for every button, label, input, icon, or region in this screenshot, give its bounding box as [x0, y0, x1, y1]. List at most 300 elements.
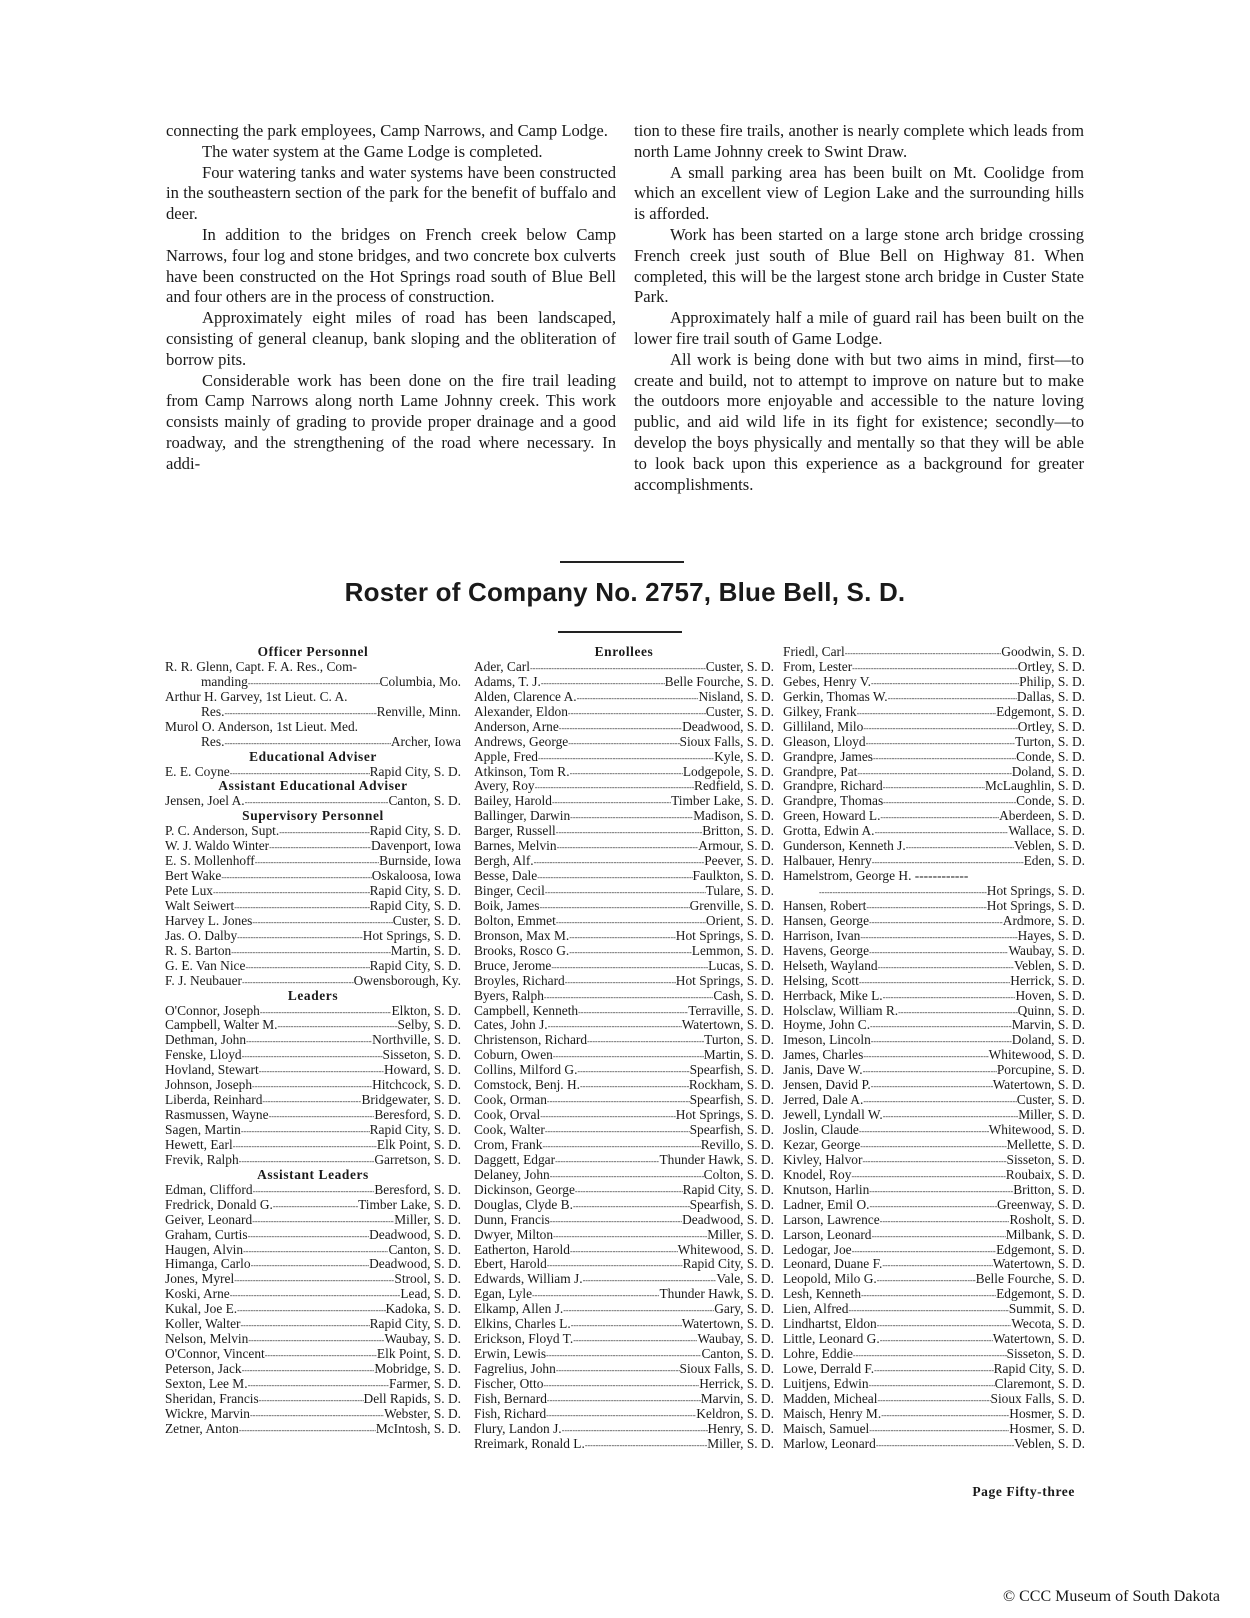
- roster-entry: [165, 884, 461, 899]
- roster-entry-name: Peterson, Jack: [165, 1361, 242, 1376]
- roster-entry-name: Haugen, Alvin: [165, 1241, 244, 1257]
- roster-entry: [165, 705, 461, 720]
- roster-entry: [783, 974, 1085, 989]
- roster-entry-hometown: Turton, S. D.: [1015, 733, 1085, 749]
- roster-entry: [474, 690, 774, 705]
- roster-entry: [783, 1272, 1085, 1287]
- roster-entry-name: Harvey L. Jones: [165, 912, 253, 928]
- roster-entry-name: James, Charles: [783, 1047, 864, 1063]
- roster-entry-name: Binger, Cecil: [474, 883, 545, 898]
- roster-entry-name: G. E. Van Nice: [165, 957, 246, 973]
- roster-entry: [165, 1048, 461, 1063]
- roster-entry: [165, 1078, 461, 1093]
- roster-entry-hometown: Veblen, S. D.: [1013, 838, 1085, 854]
- roster-entry-hometown: Davenport, Iowa: [371, 838, 461, 854]
- roster-entry: [474, 1213, 774, 1228]
- dot-leader: [585, 1437, 707, 1454]
- roster-entry: [165, 765, 461, 780]
- roster-entry-hometown: Hayes, S. D.: [1017, 927, 1085, 943]
- roster-entry: [783, 660, 1085, 675]
- roster-entry-hometown: Lead, S. D.: [400, 1286, 461, 1302]
- roster-entry-hometown: Ardmore, S. D.: [1002, 912, 1085, 928]
- roster-entry-name: Maisch, Samuel: [783, 1420, 870, 1436]
- roster-entry-hometown: Britton, S. D.: [702, 823, 774, 839]
- page-number: Page Fifty-three: [972, 1484, 1075, 1499]
- roster-entry-name: Walt Seiwert: [165, 897, 235, 913]
- roster-entry-name: Koller, Walter: [165, 1316, 241, 1332]
- roster-entry: [165, 1272, 461, 1287]
- roster-entry-name: Bronson, Max M.: [474, 927, 570, 943]
- roster-entry: [474, 1392, 774, 1407]
- roster-entry: [165, 794, 461, 809]
- roster-entry: [474, 705, 774, 720]
- roster-entry-name: Ladner, Emil O.: [783, 1196, 870, 1212]
- roster-entry-name: Lindhartst, Eldon: [783, 1316, 877, 1332]
- roster-entry-line: Murol O. Anderson, 1st Lieut. Med.: [165, 718, 359, 734]
- roster-entry: [783, 1332, 1085, 1347]
- roster-entry-name: Dwyer, Milton: [474, 1226, 554, 1242]
- roster-entry-name: Dethman, John: [165, 1032, 247, 1048]
- roster-entry-name: Sexton, Lee M.: [165, 1375, 248, 1391]
- roster-entry-name: Lowe, Derrald F.: [783, 1361, 875, 1376]
- roster-entry: [474, 944, 774, 959]
- roster-entry-hometown: Hot Springs, S. D.: [986, 897, 1085, 913]
- roster-entry: [783, 1123, 1085, 1138]
- roster-entry: [783, 1033, 1085, 1048]
- roster-entry-hometown: Hosmer, S. D.: [1009, 1420, 1085, 1436]
- roster-entry-name: Geiver, Leonard: [165, 1211, 253, 1227]
- roster-entry-name: Gilkey, Frank: [783, 703, 857, 719]
- roster-entry: [783, 750, 1085, 765]
- roster-entry-name: Grandpre, Pat: [783, 763, 858, 779]
- roster-entry-name: Cates, John J.: [474, 1017, 548, 1033]
- roster-entry-hometown: Dallas, S. D.: [1016, 688, 1085, 704]
- roster-entry-hometown: Howard, S. D.: [384, 1062, 461, 1078]
- roster-entry: [165, 914, 461, 929]
- roster-entry-hometown: Milbank, S. D.: [1005, 1226, 1085, 1242]
- roster-entry-hometown: Lucas, S. D.: [708, 957, 774, 973]
- roster-entry-name: Besse, Dale: [474, 868, 538, 884]
- roster-entry-name: Fagrelius, John: [474, 1361, 556, 1376]
- roster-entry-hometown: Deadwood, S. D.: [682, 1211, 774, 1227]
- roster-entry-hometown: Hitchcock, S. D.: [372, 1077, 461, 1093]
- roster-entry-name: Bruce, Jerome: [474, 957, 552, 973]
- roster-entry-hometown: Waubay, S. D.: [1008, 942, 1085, 958]
- roster-entry: [165, 1004, 461, 1019]
- roster-entry-name: Dunn, Francis: [474, 1211, 550, 1227]
- roster-entry-hometown: Watertown, S. D.: [681, 1017, 774, 1033]
- roster-entry-hometown: Whitewood, S. D.: [988, 1122, 1085, 1137]
- roster-entry-name: Alden, Clarence A.: [474, 688, 577, 704]
- roster-entry-name: Bailey, Harold: [474, 793, 552, 809]
- roster-entry-hometown: Gary, S. D.: [714, 1301, 774, 1317]
- roster-entry-name: Halbauer, Henry: [783, 853, 872, 869]
- roster-entry-hometown: McIntosh, S. D.: [375, 1420, 461, 1436]
- roster-entry-name: Avery, Roy: [474, 778, 535, 794]
- roster-entry-name: Gunderson, Kenneth J.: [783, 838, 906, 854]
- roster-entry-name: Himanga, Carlo: [165, 1256, 251, 1272]
- roster-entry: [474, 1123, 774, 1138]
- article-paragraph: Considerable work has been done on the fire trail leading from Camp Narrows along north Lame Johnny creek. This work consists mainly of grading to provide proper drainage and a good roadway, and the strengthening of the road where necessary. In addi-: [166, 370, 616, 473]
- roster-entry-name: Hovland, Stewart: [165, 1062, 259, 1078]
- roster-entry-name: Eatherton, Harold: [474, 1241, 570, 1257]
- roster-entry-name: Marlow, Leonard: [783, 1435, 876, 1451]
- roster-entry: [783, 899, 1085, 914]
- roster-entry-name: Gilliland, Milo: [783, 718, 864, 734]
- roster-entry: [783, 720, 1085, 735]
- roster-entry: [165, 899, 461, 914]
- roster-entry-hometown: Canton, S. D.: [388, 793, 461, 809]
- roster-entry-name: Leonard, Duane F.: [783, 1256, 883, 1272]
- roster-section-heading: Enrollees: [594, 644, 654, 659]
- roster-entry: [783, 1392, 1085, 1407]
- roster-section-heading: Assistant Leaders: [257, 1166, 369, 1182]
- roster-entry-name: Boik, James: [474, 897, 540, 913]
- roster-entry-name: Lohre, Eddie: [783, 1346, 853, 1362]
- roster-entry: [474, 1153, 774, 1168]
- roster-entry-name: From, Lester: [783, 658, 853, 674]
- roster-entry: [165, 944, 461, 959]
- roster-entry-hometown: Veblen, S. D.: [1013, 957, 1085, 973]
- roster-entry-hometown: Wecota, S. D.: [1011, 1316, 1085, 1332]
- roster-entry-hometown: Edgemont, S. D.: [996, 1286, 1085, 1302]
- roster-entry: [474, 1033, 774, 1048]
- roster-entry: [165, 1257, 461, 1272]
- roster-entry-hometown: Spearfish, S. D.: [689, 1122, 774, 1137]
- roster-entry: [474, 675, 774, 690]
- roster-entry: [783, 1078, 1085, 1093]
- roster-entry-hometown: Bridgewater, S. D.: [361, 1092, 461, 1108]
- roster-entry-name: Joslin, Claude: [783, 1122, 859, 1137]
- roster-entry: [783, 944, 1085, 959]
- article-paragraph: A small parking area has been built on Mt. Coolidge from which an excellent view of Legion Lake and the surrounding hills is afforded.: [634, 162, 1084, 224]
- roster-entry-name: Broyles, Richard: [474, 972, 565, 988]
- roster-entry-hometown: Keldron, S. D.: [696, 1405, 774, 1421]
- roster-entry: [165, 959, 461, 974]
- roster-entry-hometown: Martin, S. D.: [390, 942, 461, 958]
- roster-entry: [474, 1362, 774, 1377]
- roster-entry-name: Erwin, Lewis: [474, 1346, 547, 1362]
- roster-entry-name: Larson, Leonard: [783, 1226, 872, 1242]
- roster-entry-name: Ebert, Harold: [474, 1256, 547, 1272]
- roster-entry: [165, 929, 461, 944]
- roster-entry-hometown: Sisseton, S. D.: [1006, 1346, 1085, 1362]
- roster-entry-name: Kukal, Joe E.: [165, 1301, 238, 1317]
- article-paragraph: connecting the park employees, Camp Narrows, and Camp Lodge.: [166, 121, 608, 140]
- roster-section-heading: Supervisory Personnel: [242, 808, 384, 824]
- roster-entry-name: Campbell, Walter M.: [165, 1017, 278, 1033]
- roster-entry-hometown: Custer, S. D.: [1016, 1092, 1085, 1108]
- article-paragraph: Work has been started on a large stone arch bridge crossing French creek just south of Blue Bell on Highway 81. When completed, this will be the largest stone arch bridge in Custer State Park.: [634, 224, 1084, 307]
- roster-entry-hometown: Custer, S. D.: [705, 703, 774, 719]
- roster-entry-name: Coburn, Owen: [474, 1047, 553, 1063]
- roster-entry-hometown: Owensborough, Ky.: [353, 972, 461, 988]
- roster-entry-hometown: Nisland, S. D.: [698, 688, 774, 704]
- roster-entry-hometown: Greenway, S. D.: [996, 1196, 1085, 1212]
- roster-entry: [474, 1093, 774, 1108]
- roster-entry-name: O'Connor, Joseph: [165, 1002, 260, 1018]
- roster-entry-hometown: Roubaix, S. D.: [1005, 1166, 1085, 1182]
- roster-entry-name: Daggett, Edgar: [474, 1151, 556, 1167]
- article-column-left: [166, 121, 616, 475]
- roster-entry: [474, 1168, 774, 1183]
- roster-entry-hometown: Rapid City, S. D.: [682, 1181, 774, 1197]
- roster-entry-name: Havens, George: [783, 942, 870, 958]
- roster-entry-name: Bolton, Emmet: [474, 912, 556, 928]
- roster-column-2: [474, 645, 774, 1452]
- roster-entry: [783, 1407, 1085, 1422]
- roster-entry-name: Rreimark, Ronald L.: [474, 1435, 585, 1451]
- roster-entry-name: Fredrick, Donald G.: [165, 1196, 273, 1212]
- roster-entry-hometown: Philip, S. D.: [1019, 673, 1085, 689]
- roster-entry-line: Arthur H. Garvey, 1st Lieut. C. A.: [165, 688, 348, 704]
- roster-entry-hometown: Sisseton, S. D.: [382, 1047, 461, 1063]
- roster-entry-name: Collins, Milford G.: [474, 1062, 578, 1078]
- roster-entry-name: Knutson, Harlin: [783, 1181, 870, 1197]
- roster-entry-hometown: Cash, S. D.: [713, 987, 774, 1003]
- roster-entry-hometown: Spearfish, S. D.: [689, 1196, 774, 1212]
- roster-entry-hometown: Edgemont, S. D.: [996, 703, 1085, 719]
- roster-entry: [783, 645, 1085, 660]
- roster-entry: [474, 1422, 774, 1437]
- roster-entry: [474, 794, 774, 809]
- roster-entry-name: Flury, Landon J.: [474, 1420, 562, 1436]
- roster-entry-name: Brooks, Rosco G.: [474, 942, 570, 958]
- roster-entry: [783, 1302, 1085, 1317]
- roster-entry-hometown: Goodwin, S. D.: [1001, 644, 1085, 659]
- article-paragraph: Four watering tanks and water systems have been constructed in the southeastern section of the park for the benefit of buffalo and deer.: [166, 162, 616, 224]
- roster-entry: [165, 839, 461, 854]
- roster-entry-hometown: Turton, S. D.: [704, 1032, 774, 1048]
- roster-entry-name: Sheridan, Francis: [165, 1390, 259, 1406]
- roster-entry-hometown: Veblen, S. D.: [1013, 1435, 1085, 1451]
- roster-entry: [783, 1362, 1085, 1377]
- roster-entry-name: Zetner, Anton: [165, 1420, 239, 1436]
- roster-entry: [783, 705, 1085, 720]
- roster-entry-line: Hamelstrom, George H. ------------: [783, 868, 969, 884]
- roster-entry-hometown: Grenville, S. D.: [689, 897, 774, 913]
- roster-entry-hometown: Orient, S. D.: [705, 912, 774, 928]
- roster-entry-name: Cook, Walter: [474, 1122, 545, 1137]
- roster-entry: [474, 1063, 774, 1078]
- roster-entry-name: Atkinson, Tom R.: [474, 763, 570, 779]
- roster-entry-hometown: Watertown, S. D.: [681, 1316, 774, 1332]
- roster-entry-name: Edman, Clifford: [165, 1181, 253, 1197]
- roster-entry-hometown: Garretson, S. D.: [374, 1151, 461, 1167]
- roster-entry-name: Gebes, Henry V.: [783, 673, 872, 689]
- roster-entry-hometown: Rapid City, S. D.: [369, 897, 461, 913]
- roster-entry: [474, 660, 774, 675]
- roster-entry-name: Campbell, Kenneth: [474, 1002, 579, 1018]
- roster-entry: [165, 1183, 461, 1198]
- roster-entry-hometown: Hot Springs, S. D.: [675, 972, 774, 988]
- roster-entry-hometown: Colton, S. D.: [703, 1166, 774, 1182]
- roster-entry: [474, 914, 774, 929]
- roster-entry-hometown: Deadwood, S. D.: [369, 1226, 461, 1242]
- roster-entry-hometown: Spearfish, S. D.: [689, 1092, 774, 1108]
- roster-entry-hometown: Faulkton, S. D.: [692, 868, 774, 884]
- roster-entry: [783, 1347, 1085, 1362]
- roster-entry: [165, 1422, 461, 1437]
- roster-entry-name: Ballinger, Darwin: [474, 808, 571, 824]
- roster-entry-hometown: Rapid City, S. D.: [369, 1122, 461, 1137]
- roster-entry: [783, 735, 1085, 750]
- roster-entry-name: O'Connor, Vincent: [165, 1346, 265, 1362]
- roster-entry: [783, 765, 1085, 780]
- roster-entry-name: Hansen, Robert: [783, 897, 867, 913]
- roster-entry-name: Elkamp, Allen J.: [474, 1301, 564, 1317]
- roster-entry-hometown: Mellette, S. D.: [1006, 1136, 1085, 1152]
- roster-entry: [474, 884, 774, 899]
- roster-entry-name: Graham, Curtis: [165, 1226, 248, 1242]
- roster-entry-hometown: Claremont, S. D.: [994, 1375, 1085, 1391]
- roster-entry-hometown: Rapid City, S. D.: [369, 957, 461, 973]
- roster-entry: [783, 1183, 1085, 1198]
- roster-entry-hometown: Eden, S. D.: [1023, 853, 1085, 869]
- roster-entry: [783, 779, 1085, 794]
- roster-entry: [783, 1108, 1085, 1123]
- roster-entry-name: Holsclaw, William R.: [783, 1002, 899, 1018]
- roster-entry-hometown: Martin, S. D.: [703, 1047, 774, 1063]
- roster-entry: [474, 1228, 774, 1243]
- roster-entry: [783, 1063, 1085, 1078]
- roster-entry: [783, 1243, 1085, 1258]
- roster-entry-name: Adams, T. J.: [474, 673, 541, 689]
- roster-entry-name: Harrison, Ivan: [783, 927, 861, 943]
- roster-entry-hometown: Rapid City, S. D.: [369, 883, 461, 898]
- roster-entry: [783, 1213, 1085, 1228]
- roster-entry-name: P. C. Anderson, Supt.: [165, 823, 280, 839]
- roster-entry-name: Res.: [201, 733, 225, 749]
- roster-entry-hometown: Peever, S. D.: [704, 853, 774, 869]
- roster-entry-name: Johnson, Joseph: [165, 1077, 253, 1093]
- roster-entry-hometown: Rapid City, S. D.: [369, 1316, 461, 1332]
- roster-entry-hometown: Lodgepole, S. D.: [682, 763, 774, 779]
- roster-entry-name: Apple, Fred: [474, 748, 538, 764]
- roster-entry-hometown: Miller, S. D.: [1018, 1107, 1085, 1123]
- roster-entry-hometown: Timber Lake, S. D.: [358, 1196, 461, 1212]
- roster-entry-name: Liberda, Reinhard: [165, 1092, 263, 1108]
- roster-entry-name: Sagen, Martin: [165, 1122, 241, 1137]
- roster-entry-name: Erickson, Floyd T.: [474, 1331, 574, 1347]
- roster-entry-hometown: Terraville, S. D.: [688, 1002, 774, 1018]
- title-rule-top: [560, 561, 684, 563]
- roster-entry: [474, 824, 774, 839]
- roster-entry-hometown: Revillo, S. D.: [700, 1136, 774, 1152]
- roster-entry-hometown: Quinn, S. D.: [1017, 1002, 1085, 1018]
- roster-entry-name: Frevik, Ralph: [165, 1151, 239, 1167]
- roster-entry-hometown: Elk Point, S. D.: [376, 1136, 461, 1152]
- article-paragraph: All work is being done with but two aims in mind, first—to create and build, not to attempt to improve on nature but to make the outdoors more enjoyable and accessible to the nature loving public, and aid wild life in its fight for existence; secondly—to develop the boys physically and mentally so that they will be able to look back upon this experience as a background for greater accomplishments.: [634, 349, 1084, 494]
- article-paragraph: In addition to the bridges on French creek below Camp Narrows, four log and stone bridges, and two concrete box culverts have been constructed on the Hot Springs road south of Blue Bell and four others are in the process of construction.: [166, 224, 616, 307]
- roster-entry-name: Res.: [201, 703, 225, 719]
- roster-entry-name: Leopold, Milo G.: [783, 1271, 877, 1287]
- roster-entry-hometown: Rapid City, S. D.: [369, 763, 461, 779]
- roster-entry: [474, 1272, 774, 1287]
- roster-entry-hometown: Canton, S. D.: [388, 1241, 461, 1257]
- roster-entry-name: Alexander, Eldon: [474, 703, 568, 719]
- roster-entry: [474, 720, 774, 735]
- roster-entry: [474, 869, 774, 884]
- roster-entry: [165, 1228, 461, 1243]
- roster-entry-name: Nelson, Melvin: [165, 1331, 249, 1347]
- roster-entry-hometown: Henry, S. D.: [707, 1420, 774, 1436]
- roster-entry: [165, 854, 461, 869]
- roster-entry-name: Luitjens, Edwin: [783, 1375, 869, 1391]
- roster-entry-hometown: Marvin, S. D.: [1011, 1017, 1085, 1033]
- roster-entry: [165, 675, 461, 690]
- roster-entry-name: F. J. Neubauer: [165, 972, 243, 988]
- roster-section-heading: Leaders: [287, 987, 339, 1003]
- roster-entry: [783, 675, 1085, 690]
- roster-entry: [474, 1078, 774, 1093]
- roster-section-heading: Assistant Educational Adviser: [218, 778, 408, 794]
- roster-entry-name: Fenske, Lloyd: [165, 1047, 242, 1063]
- roster-entry-name: Ader, Carl: [474, 658, 530, 674]
- roster-entry-hometown: Elkton, S. D.: [391, 1002, 461, 1018]
- roster-entry: [165, 974, 461, 989]
- roster-entry-hometown: Madison, S. D.: [693, 808, 774, 824]
- roster-entry: [783, 914, 1085, 929]
- roster-entry-hometown: Miller, S. D.: [707, 1435, 774, 1451]
- roster-entry: [783, 839, 1085, 854]
- roster-entry-name: Pete Lux: [165, 883, 213, 898]
- roster-entry-hometown: Hot Springs, S. D.: [362, 927, 461, 943]
- roster-entry-hometown: Oskaloosa, Iowa: [371, 868, 461, 884]
- roster-entry-hometown: Rapid City, S. D.: [682, 1256, 774, 1272]
- roster-entry-name: Maisch, Henry M.: [783, 1405, 882, 1421]
- roster-entry-hometown: Timber Lake, S. D.: [671, 793, 774, 809]
- roster-entry: [783, 809, 1085, 824]
- roster-entry: [474, 1018, 774, 1033]
- roster-entry-name: Jas. O. Dalby: [165, 927, 238, 943]
- roster-entry: [783, 1004, 1085, 1019]
- roster-entry-hometown: Rosholt, S. D.: [1009, 1211, 1085, 1227]
- roster-entry-hometown: Rapid City, S. D.: [369, 823, 461, 839]
- roster-entry-hometown: Wallace, S. D.: [1008, 823, 1085, 839]
- roster-entry-hometown: Deadwood, S. D.: [682, 718, 774, 734]
- roster-entry: [165, 1287, 461, 1302]
- roster-entry-hometown: Beresford, S. D.: [374, 1107, 461, 1123]
- roster-entry: [783, 1257, 1085, 1272]
- roster-entry-hometown: Strool, S. D.: [394, 1271, 461, 1287]
- roster-entry-hometown: Whitewood, S. D.: [677, 1241, 774, 1257]
- roster-entry: [165, 1198, 461, 1213]
- roster-entry-hometown: Thunder Hawk, S. D.: [659, 1151, 774, 1167]
- roster-entry: [474, 735, 774, 750]
- roster-entry-name: Friedl, Carl: [783, 644, 845, 659]
- roster-entry: [474, 765, 774, 780]
- roster-entry-name: Grandpre, Richard: [783, 778, 883, 794]
- roster-section-heading: Officer Personnel: [257, 644, 369, 659]
- roster-entry-name: Cook, Orval: [474, 1107, 541, 1123]
- roster-entry-name: Andrews, George: [474, 733, 569, 749]
- roster-entry-hometown: Watertown, S. D.: [992, 1331, 1085, 1347]
- roster-entry-hometown: Herrick, S. D.: [699, 1375, 774, 1391]
- roster-entry-hometown: McLaughlin, S. D.: [984, 778, 1085, 794]
- roster-entry-hometown: Lemmon, S. D.: [691, 942, 774, 958]
- roster-entry: [474, 1183, 774, 1198]
- roster-entry-name: Christenson, Richard: [474, 1032, 588, 1048]
- roster-entry-hometown: Sisseton, S. D.: [1006, 1151, 1085, 1167]
- roster-entry: [783, 1377, 1085, 1392]
- roster-entry-name: Helseth, Wayland: [783, 957, 878, 973]
- roster-entry: [165, 1063, 461, 1078]
- roster-entry-name: Rasmussen, Wayne: [165, 1107, 269, 1123]
- roster-entry-name: Jensen, David P.: [783, 1077, 871, 1093]
- roster-entry-name: Fish, Bernard: [474, 1390, 547, 1406]
- roster-title: Roster of Company No. 2757, Blue Bell, S. D.: [344, 577, 906, 607]
